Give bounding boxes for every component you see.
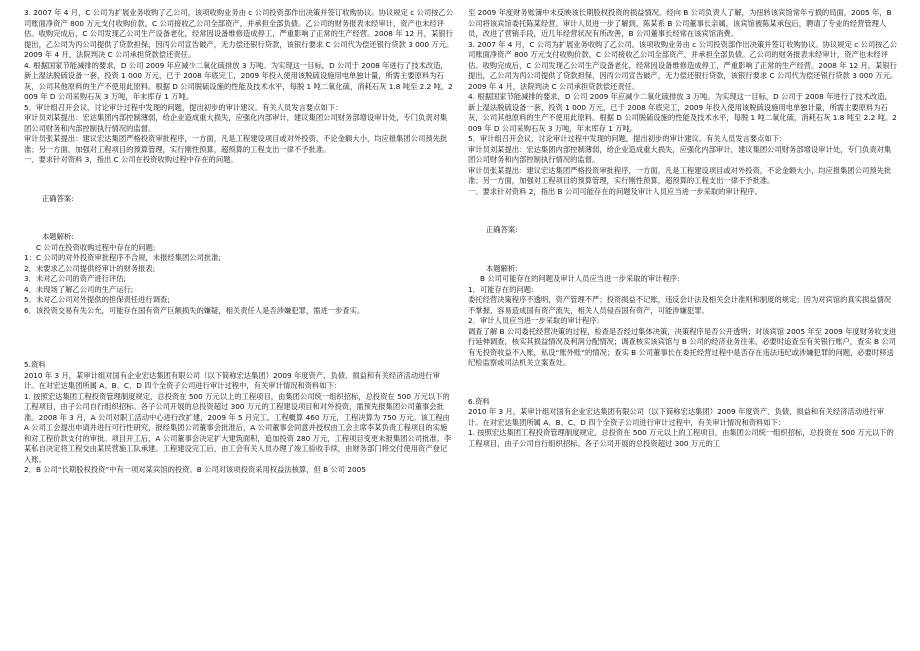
left-analysis-intro: C 公司在投资收购过程中存在的问题: xyxy=(36,242,156,252)
left-column xyxy=(24,8,454,648)
left-analysis-item: 6．该投资交易有失公允，可能存在国有资产巨额损失的嫌疑，相关责任人是否涉嫌犯罪，需进一步查实。 xyxy=(24,305,365,315)
right-paragraph: 至 2009 年度财务账簿中未反映该长期股权投资的损益情况。经向 B 公司负责人了解，为扭转该宾馆常年亏损的局面，2005 年，B 公司将该宾馆委托陈某经营。审计人员进一步了解到，陈某系 B 公司董事长亲属，该宾馆被陈某承包后，聘请了专业的经营管理人员，改进了营销手段，近几年经营状况有所改善，B 公司董事长经常在该宾馆消费。 xyxy=(468,8,892,38)
right-analysis-item: 调查了解 B 公司委托经营决策的过程，检查是否经过集体决策，决策程序是否公开透明；对该宾馆 2005 年至 2009 年度财务收支进行延伸调查，核实其损益情况及利润分配情况；调查核实该宾馆与 B 公司的经济业务往来，必要时追查至有关银行账户，查实 B 公司有无投资收益不入账，私设“账外账”的情况；查实 B 公司董事长在委托经营过程中是否存在违法违纪或涉嫌犯罪的问题，必要时移送纪检监察或司法机关立案查处。 xyxy=(468,326,897,367)
right-section-paragraph: 1. 按照宏达集团工程投资管理制度规定，总投资在 500 万元以上的工程项目，由集团公司统一组织招标，总投资在 500 万元以下的工程项目，由子公司自行组织招标。各子公司开展的总投资超过 300 万元的工 xyxy=(468,428,894,448)
left-question: 一、要求针对资料 3，指出 C 公司在投资收购过程中存在的问题。 xyxy=(24,155,238,164)
left-section-paragraph: 2010 年 3 月，某审计组对国有企业宏达集团有限公司（以下简称宏达集团）2009 年度资产、负债、损益和有关经济活动进行审计。在对宏达集团所属 A、B、C、D 四个全资子公司进行审计过程中，有关审计情况和资料如下： xyxy=(24,370,440,390)
left-answer-label: 正确答案: xyxy=(42,193,74,203)
left-paragraph: 3. 2007 年 4 月，C 公司为扩展业务收购了乙公司。该项收购业务由 c 公司投资部作出决策并签订收购协议。协议规定 c 公司按乙公司账面净资产 800 万元支付收购价款，C 公司接收乙公司全部资产，并承担全部负债。乙公司的财务报表未经审计，资产也未经评估。收购完成后，C 公司发现乙公司生产设备老化，经常因设备维修造成停工，严重影响了正常的生产经营。2008 年 12 月，某银行提出，乙公司为丙公司提供了贷款担保，因丙公司宣告破产，无力偿还银行贷款，该银行要求 C 公司代为偿还银行贷款 3 000 万元。2009 年 4 月，法院判决 C 公司承担贷款偿还责任。 xyxy=(24,8,454,59)
right-paragraph: 3. 2007 年 4 月，C 公司为扩展业务收购了乙公司。该项收购业务由 c 公司投资部作出决策并签订收购协议。协议规定 c 公司按乙公司账面净资产 800 万元支付收购价款，C 公司接收乙公司全部资产，并承担全部负债。乙公司的财务报表未经审计，资产也未经评估。收购完成后，C 公司发现乙公司生产设备老化，经常因设备维修造成停工，严重影响了正常的生产经营。2008 年 12 月，某银行提出，乙公司为丙公司提供了贷款担保，因丙公司宣告破产，无力偿还银行贷款，该银行要求 C 公司代为偿还银行贷款 3 000 万元。2009 年 4 月，法院判决 C 公司承担贷款偿还责任。 xyxy=(468,39,898,91)
right-paragraph: 审计员刘某提出：宏达集团内部控制薄弱，给企业造成重大损失，应强化内部审计，建议集团公司财务部增设审计处，专门负责对集团公司财务和内部控制执行情况的监督。 xyxy=(468,144,892,164)
left-analysis-item: 3．未对乙公司的资产进行评估; xyxy=(24,274,126,283)
left-paragraph: 审计员张某提出：建议宏达集团严格投资审批程序，一方面，凡是工程建设项目或对外投资，不论金额大小，均应报集团公司预先批准；另一方面，加强对工程项目的预算管理，实行刚性预算，超预算的工程支出一律不予批准。 xyxy=(24,134,448,154)
right-paragraph: 4. 根据国家节能减排的要求，D 公司 2009 年应减少二氧化硫排放 3 万吨。为实现这一目标，D 公司于 2008 年进行了技术改造，新上湿法脱硫设备一套，投资 1 000 万元，已于 2008 年底完工，2009 年投入使用该脱硫设施用电单独计量，所需主要原料为石灰，公司其他原料的生产不使用此原料。根据 D 公司脱硫设施的性能及技术水平，每脱 1 吨二氧化硫，消耗石灰 1.8 吨至 2.2 吨。2009 年 D 公司采购石灰 3 万吨，年末库存 1 万吨。 xyxy=(468,92,897,133)
left-paragraph: 4. 根据国家节能减排的要求，D 公司 2009 年应减少二氧化硫排放 3 万吨。为实现这一目标，D 公司于 2008 年进行了技术改造，新上湿法脱硫设备一套，投资 1 000 万元，已于 2008 年底完工，2009 年投入使用该脱硫设施用电单独计量，所需主要原料为石灰，公司其他原料的生产不使用此原料。根据 D 公司脱硫设施的性能及技术水平，每脱 1 吨二氧化硫，消耗石灰 1.8 吨至 2.2 吨。2009 年 D 公司采购石灰 3 万吨，年末库存 1 万吨。 xyxy=(24,60,453,101)
right-paragraph: 5．审计组召开会议，讨论审计过程中发现的问题，提出初步的审计建议。有关人员发言要点如下： xyxy=(468,134,787,143)
left-analysis-item: 1：C 公司的对外投资审批程序不合规，未报经集团公司批准; xyxy=(24,253,221,262)
left-analysis-item: 5．未对乙公司对外提供的担保责任进行调查; xyxy=(24,295,170,304)
right-section-heading: 6.资料 xyxy=(468,396,490,406)
left-analysis-item: 2．未要求乙公司提供经审计的财务报表; xyxy=(24,263,156,273)
right-analysis-item: 2．审计人员应当进一步采取的审计程序: xyxy=(468,316,600,325)
right-column xyxy=(468,8,898,648)
right-analysis-item: 委托经营决策程序不透明，资产管理不严；投资损益不记账，违反会计法及相关会计准则和制度的规定；因为对宾馆的真实损益情况不掌握，容易造成国有资产流失，相关人员侵吞国有资产，可能涉嫌犯罪。 xyxy=(468,295,892,315)
right-analysis-intro: B 公司可能存在的问题及审计人员应当进一步采取的审计程序: xyxy=(480,274,680,283)
right-paragraph: 审计员张某提出：建议宏达集团严格投资审批程序，一方面，凡是工程建设项目或对外投资，不论金额大小，均应报集团公司预先批准；另一方面，加强对工程项目的预算管理，实行刚性预算，超预算的工程支出一律不予批准。 xyxy=(468,165,892,185)
left-section-heading: 5.资料 xyxy=(24,360,46,369)
right-section-paragraph: 2010 年 3 月，某审计组对国有企业宏达集团有限公司（以下简称宏达集团）2009 年度资产、负债、损益和有关经济活动进行审计。在对宏达集团所属 A、B、C、D 四个全资子公司进行审计过程中，有关审计情况和资料如下： xyxy=(468,407,884,427)
left-analysis-label: 本题解析: xyxy=(42,232,74,241)
right-question: 一、要求针对资料 2，指出 B 公司可能存在的问题及审计人员应当进一步采取的审计程序。 xyxy=(468,186,762,196)
left-paragraph: 5．审计组召开会议，讨论审计过程中发现的问题，提出初步的审计建议。有关人员发言要点如下： xyxy=(24,102,343,112)
right-analysis-label: 本题解析: xyxy=(486,263,518,273)
right-answer-label: 正确答案: xyxy=(486,225,518,234)
left-analysis-item: 4．未现场了解乙公司的生产运行; xyxy=(24,284,134,294)
left-section-paragraph: 2．B 公司“长期股权投资”中有一项对某宾馆的投资。B 公司对该项投资采用权益法核算，但 B 公司 2005 xyxy=(24,465,366,474)
left-section-paragraph: 1. 按照宏达集团工程投资管理制度规定，总投资在 500 万元以上的工程项目，由集团公司统一组织招标，总投资在 500 万元以下的工程项目，由子公司自行组织招标。各子公司开展的总投资超过 300 万元的工程建设项目和对外投资，需预先报集团公司董事会批准。2008 年 3 月，A 公司对职工活动中心进行改扩建，2009 年 5 月完工。工程概算 460 万元，工程决算为 750 万元。该工程由 A 公司工会提出申请并进行可行性研究，报经集团公司董事会批准后，A 公司董事会同意并授权由工会主席李某负责工程项目的实施和对工程价款支付的审批。项目开工后，A 公司董事会决定扩大建筑面积，追加投资 280 万元，工程项目变更未报集团公司批准。李某私自决定将工程交由某民营施工队承建。工程建设完工后，由工会有关人员办理了竣工验收手续，由财务部门将交付使用资产登记入账。 xyxy=(24,391,452,464)
left-paragraph: 审计员刘某提出：宏达集团内部控制薄弱，给企业造成重大损失，应强化内部审计，建议集团公司财务部增设审计处，专门负责对集团公司财务和内部控制执行情况的监督。 xyxy=(24,113,448,133)
right-analysis-item: 1．可能存在的问题: xyxy=(468,284,534,294)
